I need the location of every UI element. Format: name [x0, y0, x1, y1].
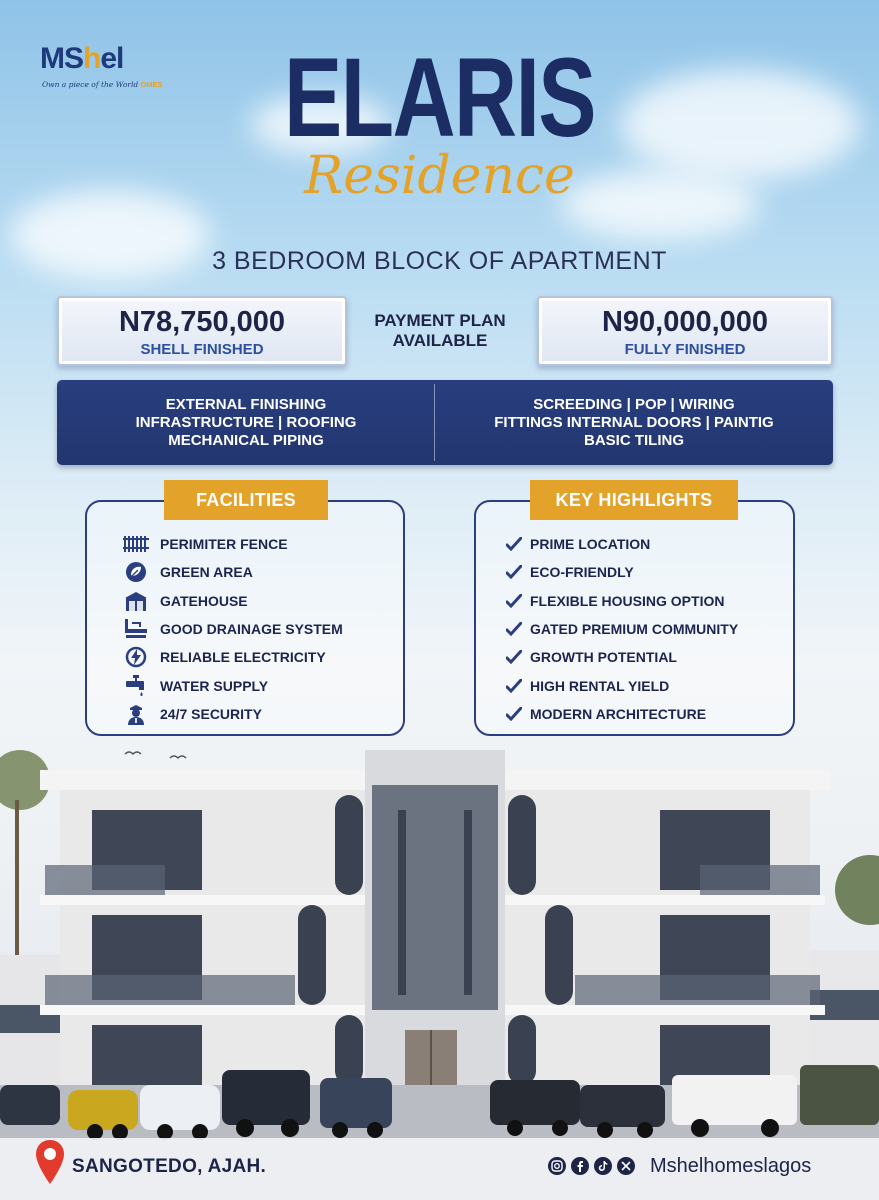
- payment-plan-line1: PAYMENT PLAN: [374, 311, 506, 330]
- feature-item: SCREEDING | POP | WIRING: [533, 396, 735, 413]
- payment-plan-line2: AVAILABLE: [392, 331, 488, 350]
- payment-plan-note: [350, 311, 530, 351]
- facility-label: WATER SUPPLY: [160, 677, 269, 694]
- facility-label: GATEHOUSE: [160, 592, 248, 609]
- list-item: [506, 700, 738, 728]
- feature-item: BASIC TILING: [584, 432, 684, 449]
- checkmark-icon: [506, 590, 522, 612]
- project-title-script: Residence: [304, 146, 575, 206]
- list-item: [506, 530, 738, 558]
- price-shell-value: N78,750,000: [118, 306, 286, 338]
- checkmark-icon: [506, 646, 522, 668]
- list-item: [122, 558, 343, 586]
- facilities-heading: FACILITIES: [164, 480, 328, 520]
- facebook-icon[interactable]: [571, 1157, 589, 1175]
- fence-icon: [122, 533, 150, 555]
- project-title: ELARIS: [283, 35, 595, 160]
- highlight-label: MODERN ARCHITECTURE: [530, 705, 707, 722]
- tiktok-icon[interactable]: [594, 1157, 612, 1175]
- price-full-value: N90,000,000: [601, 306, 769, 338]
- feature-item: MECHANICAL PIPING: [168, 432, 324, 449]
- finishing-features-band: [57, 380, 833, 465]
- highlight-label: PRIME LOCATION: [530, 536, 651, 553]
- list-item: [506, 643, 738, 671]
- list-item: [506, 671, 738, 699]
- drainage-icon: [122, 618, 150, 640]
- electricity-icon: [122, 646, 150, 668]
- list-item: [506, 587, 738, 615]
- gatehouse-icon: [122, 590, 150, 612]
- highlights-list: [506, 530, 738, 728]
- building-illustration: [0, 740, 879, 1200]
- instagram-icon[interactable]: [548, 1157, 566, 1175]
- list-item: [122, 700, 343, 728]
- feature-item: INFRASTRUCTURE | ROOFING: [135, 414, 357, 431]
- list-item: [122, 643, 343, 671]
- feature-item: FITTINGS INTERNAL DOORS | PAINTIG: [494, 414, 774, 431]
- price-shell-label: SHELL FINISHED: [140, 341, 264, 358]
- social-handle[interactable]: Mshelhomeslagos: [650, 1155, 812, 1177]
- facility-label: 24/7 SECURITY: [160, 705, 262, 722]
- list-item: [122, 587, 343, 615]
- checkmark-icon: [506, 675, 522, 697]
- facilities-list: [122, 530, 343, 728]
- tap-icon: [122, 675, 150, 697]
- leaf-icon: [122, 561, 150, 583]
- feature-item: EXTERNAL FINISHING: [165, 396, 327, 413]
- location-text: SANGOTEDO, AJAH.: [72, 1156, 267, 1177]
- highlight-label: HIGH RENTAL YIELD: [530, 677, 670, 694]
- checkmark-icon: [506, 618, 522, 640]
- facility-label: GREEN AREA: [160, 564, 253, 581]
- list-item: [506, 615, 738, 643]
- logo-text-suffix: el: [100, 42, 124, 75]
- list-item: [506, 558, 738, 586]
- list-item: [122, 530, 343, 558]
- logo-text-prefix: MS: [40, 42, 83, 75]
- checkmark-icon: [506, 703, 522, 725]
- highlights-heading: KEY HIGHLIGHTS: [530, 480, 738, 520]
- list-item: [122, 671, 343, 699]
- price-full-label: FULLY FINISHED: [624, 341, 746, 358]
- shell-finish-features: [57, 396, 435, 450]
- logo-tagline-text: Own a piece of the World: [42, 80, 139, 89]
- property-type: 3 BEDROOM BLOCK OF APARTMENT: [212, 247, 667, 275]
- full-finish-features: [435, 396, 833, 450]
- social-icons: [548, 1157, 635, 1175]
- x-twitter-icon[interactable]: [617, 1157, 635, 1175]
- list-item: [122, 615, 343, 643]
- price-shell-finished: [57, 296, 347, 366]
- facility-label: GOOD DRAINAGE SYSTEM: [160, 621, 343, 638]
- highlight-label: ECO-FRIENDLY: [530, 564, 634, 581]
- facility-label: RELIABLE ELECTRICITY: [160, 649, 326, 666]
- logo-text-h: h: [83, 42, 101, 75]
- logo-tagline-suffix: OMES: [140, 80, 163, 89]
- checkmark-icon: [506, 561, 522, 583]
- highlight-label: GATED PREMIUM COMMUNITY: [530, 621, 739, 638]
- highlight-label: FLEXIBLE HOUSING OPTION: [530, 592, 725, 609]
- highlight-label: GROWTH POTENTIAL: [530, 649, 677, 666]
- location-pin-icon: [36, 1140, 64, 1189]
- price-fully-finished: [537, 296, 833, 366]
- checkmark-icon: [506, 533, 522, 555]
- facility-label: PERIMITER FENCE: [160, 536, 288, 553]
- security-guard-icon: [122, 703, 150, 725]
